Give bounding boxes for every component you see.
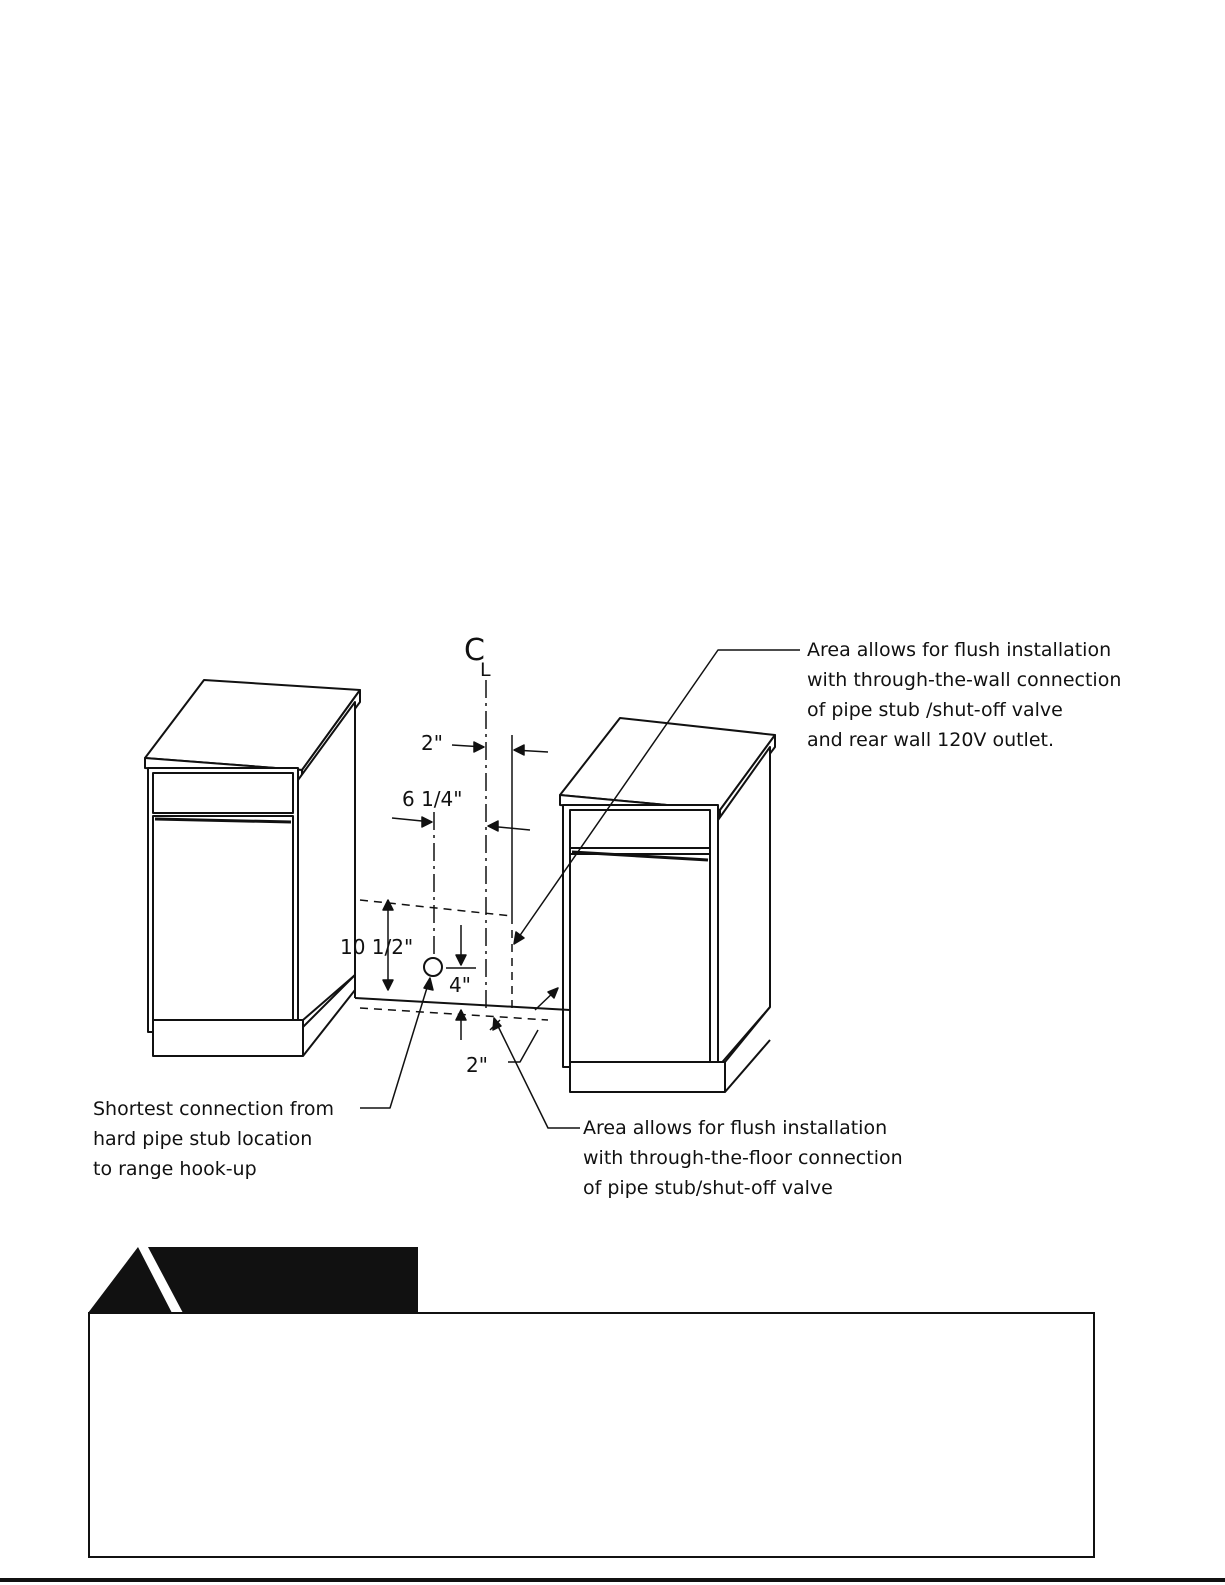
svg-text:Area allows for flush installa: Area allows for flush installation [583,1117,888,1139]
dim-floor-offset: 2" [466,1053,488,1077]
dim-top-offset: 2" [421,731,443,755]
callout-wall-area [807,639,1121,751]
svg-text:with through-the-floor connect: with through-the-floor connection [583,1147,903,1169]
callout-shortest-connection [93,1098,334,1180]
svg-text:Area allows for flush installa: Area allows for flush installation [807,639,1112,661]
dim-stub-offset: 6 1/4" [402,787,463,811]
dim-stub-gap: 4" [449,973,471,997]
pipe-stub [424,958,442,976]
svg-text:and rear wall 120V outlet.: and rear wall 120V outlet. [807,729,1055,751]
svg-text:of pipe stub /shut-off valve: of pipe stub /shut-off valve [807,699,1063,721]
centerline [434,680,512,1010]
callout-floor-area [583,1117,903,1199]
warning-box [88,1312,1095,1558]
left-cabinet [145,680,360,1056]
svg-text:hard pipe stub location: hard pipe stub location [93,1128,313,1150]
centerline-symbol: C [464,633,485,668]
warning-tab [88,1247,418,1313]
svg-text:Shortest connection from: Shortest connection from [93,1098,335,1120]
svg-text:to range hook-up: to range hook-up [93,1158,257,1180]
svg-text:with through-the-wall connecti: with through-the-wall connection [807,669,1122,691]
bottom-rule [0,1578,1225,1582]
svg-text:of pipe stub/shut-off valve: of pipe stub/shut-off valve [583,1177,833,1199]
dim-stub-height: 10 1/2" [340,935,414,959]
right-cabinet [560,718,775,1092]
centerline-subscript: L [480,659,491,681]
